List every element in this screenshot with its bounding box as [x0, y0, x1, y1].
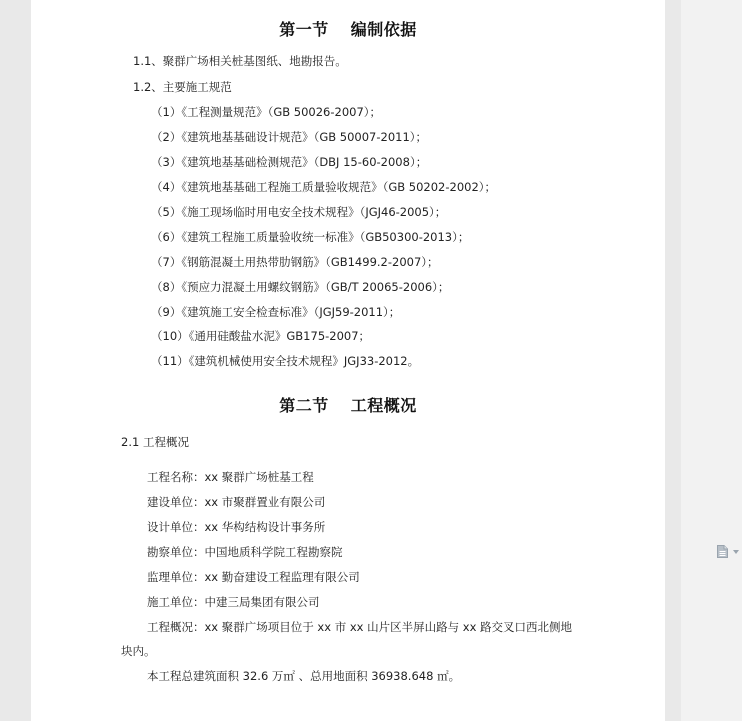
standard-item: （7）《钢筋混凝土用热带肋钢筋》（GB1499.2-2007）；	[151, 255, 439, 269]
overview-line-2: 块内。	[121, 644, 156, 658]
section2-heading-num: 第二节	[279, 396, 329, 415]
project-name: 工程名称：xx 聚群广场桩基工程	[147, 470, 314, 484]
right-gutter	[681, 0, 742, 721]
document-icon[interactable]	[717, 545, 728, 558]
section1-heading-title: 编制依据	[350, 20, 417, 39]
document-page	[31, 0, 665, 721]
sub-heading-2-1: 2.1 工程概况	[121, 435, 189, 449]
standard-item: （5）《施工现场临时用电安全技术规程》（JGJ46-2005）；	[151, 205, 447, 219]
section2-heading-title: 工程概况	[350, 396, 417, 415]
section1-heading	[31, 17, 665, 40]
standard-item: （8）《预应力混凝土用螺纹钢筋》（GB/T 20065-2006）；	[151, 280, 450, 294]
standard-item: （2）《建筑地基基础设计规范》（GB 50007-2011）；	[151, 130, 428, 144]
standard-item: （1）《工程测量规范》（GB 50026-2007）；	[151, 105, 382, 119]
standard-item: （9）《建筑施工安全检查标准》（JGJ59-2011）；	[151, 305, 401, 319]
standard-item: （3）《建筑地基基础检测规范》（DBJ 15-60-2008）；	[151, 155, 428, 169]
caret-down-icon[interactable]	[733, 550, 739, 554]
standard-item: （11）《建筑机械使用安全技术规程》JGJ33-2012。	[151, 354, 420, 368]
design-unit: 设计单位：xx 华构结构设计事务所	[147, 520, 326, 534]
standard-item: （4）《建筑地基基础工程施工质量验收规范》（GB 50202-2002）；	[151, 180, 497, 194]
standard-item: （10）《通用硅酸盐水泥》GB175-2007；	[151, 329, 371, 343]
item-1-1: 1.1、聚群广场相关桩基图纸、地勘报告。	[133, 54, 347, 68]
area-line: 本工程总建筑面积 32.6 万㎡ 、总用地面积 36938.648 ㎡。	[147, 669, 461, 683]
survey-unit: 勘察单位：中国地质科学院工程勘察院	[147, 545, 343, 559]
section1-heading-num: 第一节	[279, 20, 329, 39]
overview-line-1: 工程概况：xx 聚群广场项目位于 xx 市 xx 山片区半屏山路与 xx 路交叉口西北侧地	[147, 620, 573, 634]
builder-unit: 建设单位：xx 市聚群置业有限公司	[147, 495, 326, 509]
supervision-unit: 监理单位：xx 勤奋建设工程监理有限公司	[147, 570, 360, 584]
standard-item: （6）《建筑工程施工质量验收统一标准》（GB50300-2013）；	[151, 230, 470, 244]
item-1-2: 1.2、主要施工规范	[133, 80, 232, 94]
construction-unit: 施工单位：中建三局集团有限公司	[147, 595, 320, 609]
section2-heading	[31, 393, 665, 416]
